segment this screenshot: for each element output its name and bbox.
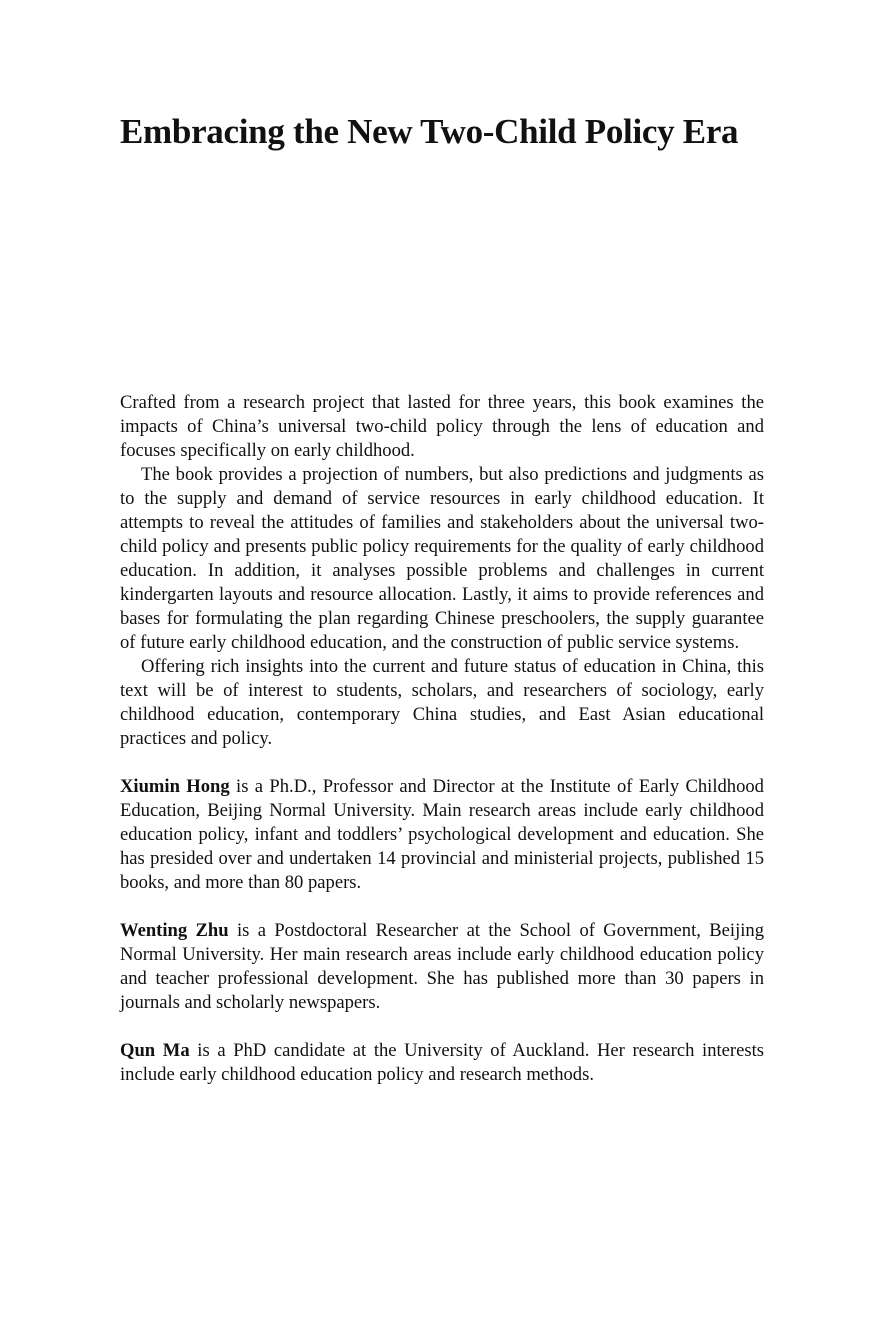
book-title: Embracing the New Two-Child Policy Era bbox=[120, 112, 739, 151]
author-bio-3 bbox=[120, 1039, 764, 1087]
author-bio-text: is a Ph.D., Professor and Director at the Institute of Early Childhood Education, Beijing Normal University. Main research areas include early childhood education policy, infant and toddlers’ psychological development and education. She has presided over and undertaken 14 provincial and ministerial projects, published 15 books, and more than 80 papers. bbox=[120, 776, 764, 893]
author-name: Wenting Zhu bbox=[120, 920, 229, 941]
author-name: Xiumin Hong bbox=[120, 776, 230, 797]
description-paragraph-3: Offering rich insights into the current and future status of education in China, this text will be of interest to students, scholars, and researchers of sociology, early childhood education, contemporary China studies, and East Asian educational practices and policy. bbox=[120, 656, 764, 749]
description-paragraph-1: Crafted from a research project that lasted for three years, this book examines the impacts of China’s universal two-child policy through the lens of education and focuses specifically on early childhood. bbox=[120, 392, 764, 461]
author-bio-1 bbox=[120, 775, 764, 895]
author-bio-text: is a Postdoctoral Researcher at the School of Government, Beijing Normal University. Her main research areas include early childhood education policy and teacher professional development. She has published more than 30 papers in journals and scholarly newspapers. bbox=[120, 920, 765, 1013]
description-paragraph-2: The book provides a projection of numbers, but also predictions and judgments as to the supply and demand of service resources in early childhood education. It attempts to reveal the attitudes of families and stakeholders about the universal two-child policy and presents public policy requirements for the quality of early childhood education. In addition, it analyses possible problems and challenges in current kindergarten layouts and resource allocation. Lastly, it aims to provide references and bases for formulating the plan regarding Chinese preschoolers, the supply guarantee of future early childhood education, and the construction of public service systems. bbox=[120, 464, 764, 653]
author-name: Qun Ma bbox=[120, 1040, 190, 1061]
blurb-body bbox=[120, 391, 764, 1087]
author-bio-2 bbox=[120, 919, 764, 1015]
author-bio-text: is a PhD candidate at the University of Auckland. Her research interests include early childhood education policy and research methods. bbox=[120, 1040, 765, 1085]
